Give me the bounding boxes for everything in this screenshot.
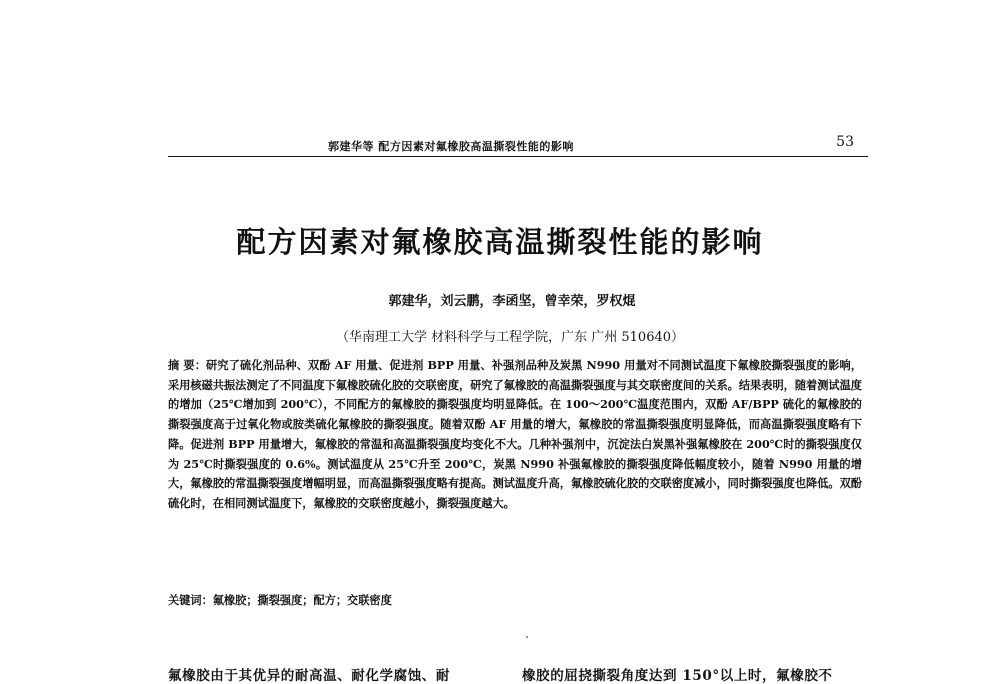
- header-rule: [168, 156, 868, 157]
- abstract: [168, 356, 862, 514]
- article-authors: 郭建华，刘云鹏，李函坚，曾幸荣，罗权焜: [388, 294, 636, 309]
- running-title: 郭建华等 配方因素对氟橡胶高温撕裂性能的影响: [328, 140, 574, 153]
- article-affiliation: （华南理工大学 材料科学与工程学院，广东 广州 510640）: [335, 330, 685, 345]
- footnote-mark: [526, 636, 528, 638]
- body-right-column-line: 橡胶的屈挠撕裂角度达到 150°以上时，氟橡胶不: [522, 668, 833, 684]
- body-left-column-line: 氟橡胶由于其优异的耐高温、耐化学腐蚀、耐: [168, 668, 450, 684]
- keywords-label: 关键词：: [168, 593, 213, 607]
- running-header: [168, 134, 868, 156]
- keywords: [168, 592, 862, 608]
- page-number: 53: [836, 134, 854, 150]
- abstract-label: 摘 要：: [168, 358, 207, 372]
- abstract-text: 研究了硫化剂品种、双酚 AF 用量、促进剂 BPP 用量、补强剂品种及炭黑 N990 用量对不同测试温度下氟橡胶撕裂强度的影响，采用核磁共振法测定了不同温度下氟橡胶硫化胶的交联密度，研究了氟橡胶的高温撕裂强度与其交联密度间的关系。结果表明，随着测试温度的增加（25℃增加到 200℃），不同配方的氟橡胶的撕裂强度均明显降低。在 100～200℃温度范围内，双酚 AF/BPP 硫化的氟橡胶的撕裂强度高于过氧化物或胺类硫化氟橡胶的撕裂强度。随着双酚 AF 用量的增大，氟橡胶的常温撕裂强度明显降低，而高温撕裂强度略有下降。促进剂 BPP 用量增大，氟橡胶的常温和高温撕裂强度均变化不大。几种补强剂中，沉淀法白炭黑补强氟橡胶在 200℃时的撕裂强度仅为 25℃时撕裂强度的 0.6%。测试温度从 25℃升至 200℃，炭黑 N990 补强氟橡胶的撕裂强度降低幅度较小，随着 N990 用量的增大，氟橡胶的常温撕裂强度增幅明显，而高温撕裂强度略有提高。测试温度升高，氟橡胶硫化胶的交联密度减小，同时撕裂强度也降低。双酚硫化时，在相同测试温度下，氟橡胶的交联密度越小，撕裂强度越大。: [168, 358, 862, 510]
- article-title: 配方因素对氟橡胶高温撕裂性能的影响: [236, 225, 764, 259]
- keywords-text: 氟橡胶；撕裂强度；配方；交联密度: [212, 593, 392, 607]
